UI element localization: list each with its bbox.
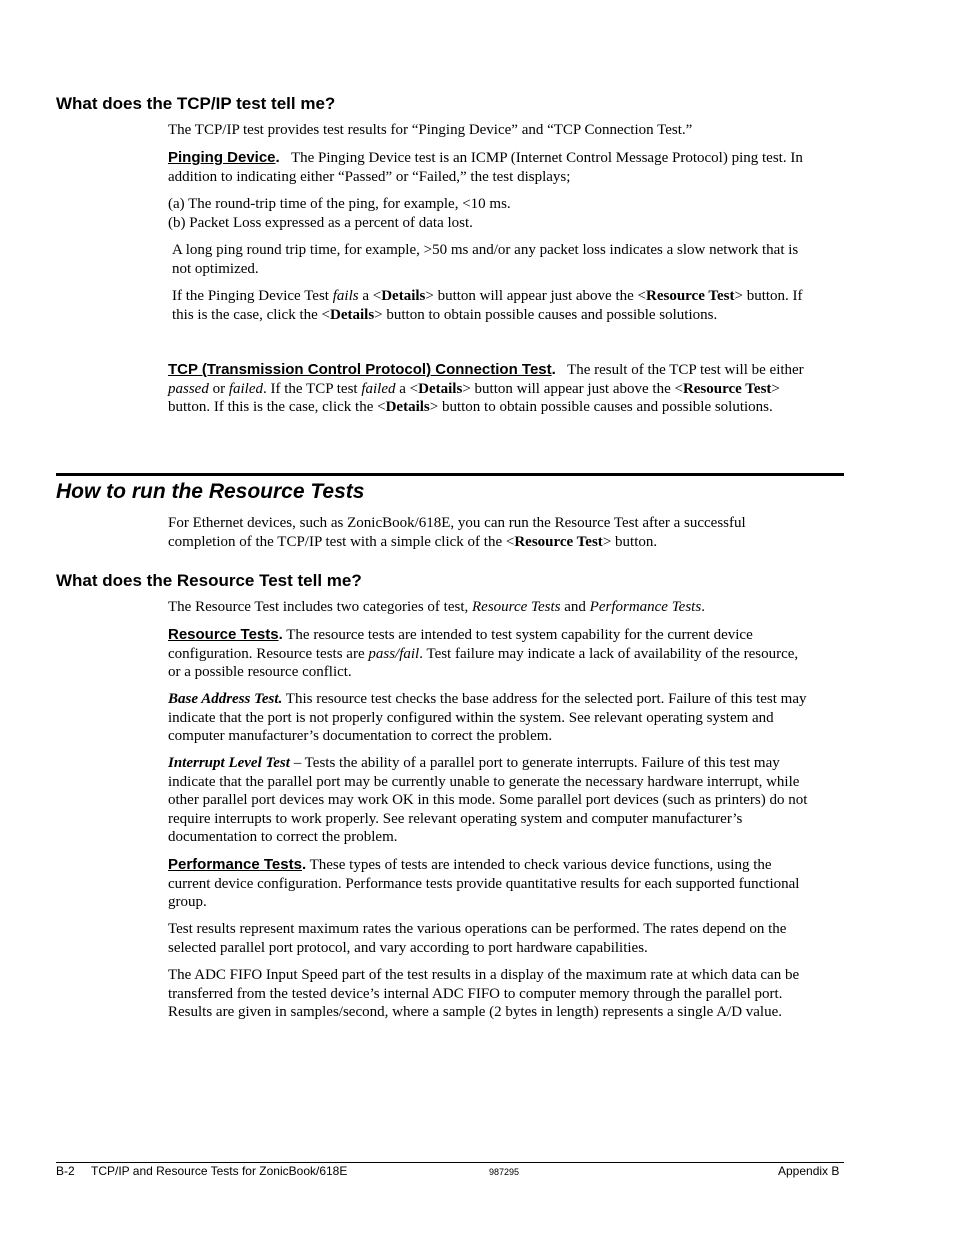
footer-page-number: B-2 — [56, 1164, 75, 1178]
ping-fail-paragraph: If the Pinging Device Test fails a <Details> button will appear just above the <Resource Test> button. If this is the case, click the <Details> button to obtain possible causes and possible solutions. — [172, 288, 803, 323]
list-item-a: (a) The round-trip time of the ping, for example, <10 ms. — [168, 196, 511, 212]
section-heading-tcpip: What does the TCP/IP test tell me? — [56, 94, 336, 113]
tcpip-intro: The TCP/IP test provides test results for “Pinging Device” and “TCP Connection Test.” — [168, 122, 693, 138]
tcp-connection-paragraph: TCP (Transmission Control Protocol) Connection Test. The result of the TCP test will be either passed or failed. If the TCP test failed a <Details> button will appear just above the <Resource Test> button. If this is the case, click the <Details> button to obtain possible causes and possible solutions. — [168, 361, 804, 415]
resource-test-intro: The Resource Test includes two categories of test, Resource Tests and Performance Tests. — [168, 599, 705, 615]
performance-tests-lead: Performance Tests — [168, 856, 302, 873]
performance-tests-paragraph: Performance Tests. These types of tests are intended to check various device functions, using the current device configuration. Performance tests provide quantitative results for each supported functional group. — [168, 856, 800, 910]
base-address-lead: Base Address Test. — [168, 691, 283, 707]
ping-results-list — [168, 195, 844, 232]
slow-network-paragraph: A long ping round trip time, for example, >50 ms and/or any packet loss indicates a slow network that is not optimized. — [172, 242, 799, 277]
resource-tests-paragraph: Resource Tests. The resource tests are intended to test system capability for the current device configuration. Resource tests are pass/fail. Test failure may indicate a lack of availability of the resource, or a possible resource conflict. — [168, 626, 799, 680]
tcp-connection-lead: TCP (Transmission Control Protocol) Connection Test — [168, 361, 552, 378]
footer-title: TCP/IP and Resource Tests for ZonicBook/618E — [91, 1164, 348, 1178]
list-item-b: (b) Packet Loss expressed as a percent of data lost. — [168, 214, 473, 231]
footer-doc-number: 987295 — [489, 1167, 520, 1177]
section-heading-resource-tests: How to run the Resource Tests — [56, 480, 365, 503]
interrupt-level-lead: Interrupt Level Test — [168, 755, 290, 771]
pinging-device-paragraph: Pinging Device. The Pinging Device test is an ICMP (Internet Control Message Protocol) ping test. In addition to indicating either “Passed” or “Failed,” the test displays; — [168, 149, 803, 185]
resource-tests-intro: For Ethernet devices, such as ZonicBook/618E, you can run the Resource Test after a successful completion of the TCP/IP test with a simple click of the <Resource Test> button. — [168, 515, 746, 550]
footer-rule — [56, 1162, 844, 1163]
test-results-paragraph: Test results represent maximum rates the various operations can be performed. The rates depend on the selected parallel port protocol, and vary according to port hardware capabilities. — [168, 921, 787, 956]
pinging-device-lead: Pinging Device — [168, 149, 276, 166]
section-heading-resource-test-tell: What does the Resource Test tell me? — [56, 571, 362, 590]
footer-appendix: Appendix B — [778, 1164, 840, 1178]
base-address-paragraph: Base Address Test. This resource test checks the base address for the selected port. Failure of this test may indicate that the port is not properly configured within the system. See relevant operating system and computer manufacturer’s documentation to correct the problem. — [168, 691, 807, 744]
adc-fifo-paragraph: The ADC FIFO Input Speed part of the test results in a display of the maximum rate at which data can be transferred from the tested device’s internal ADC FIFO to computer memory through the parallel port. Results are given in samples/second, where a sample (2 bytes in length) represents a single A/D value. — [168, 967, 800, 1020]
section-divider — [56, 473, 844, 476]
interrupt-level-paragraph: Interrupt Level Test – Tests the ability of a parallel port to generate interrupts. Failure of this test may indicate that the parallel port may be currently unable to generate the necessary hardware interrupt, while other parallel port devices may work OK in this mode. Some parallel port devices (such as printers) do not require interrupts to work properly. See relevant operating system and computer manufacturer’s documentation to correct the problem. — [168, 755, 808, 845]
resource-tests-lead: Resource Tests — [168, 626, 279, 643]
